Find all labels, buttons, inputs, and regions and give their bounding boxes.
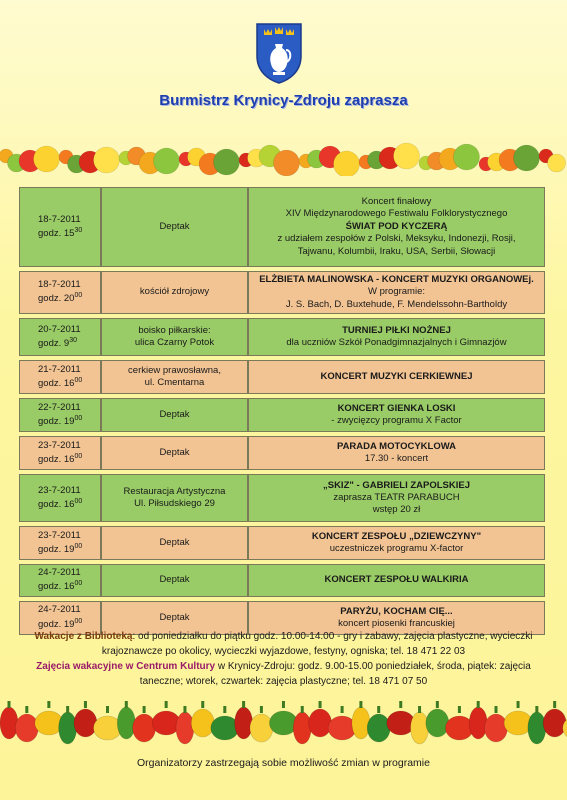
event-time-hour: 16 — [63, 378, 75, 390]
event-description-cell — [248, 318, 545, 356]
event-time-minutes: 00 — [74, 580, 83, 588]
event-place-line: Deptak — [159, 408, 190, 420]
event-place-line: Deptak — [159, 446, 190, 458]
event-date: 24-7-2011 — [38, 567, 81, 579]
event-place-line: boisko piłkarskie: — [138, 324, 211, 336]
event-description-cell — [248, 436, 545, 470]
event-time-label: godz. — [38, 378, 62, 390]
event-date: 23-7-2011 — [38, 529, 81, 541]
event-time-label: godz. — [38, 416, 62, 428]
event-description-cell — [248, 187, 545, 267]
event-description-line: Koncert finałowy — [361, 196, 432, 208]
event-date: 23-7-2011 — [38, 484, 81, 496]
event-time — [38, 336, 96, 351]
event-place-line: Restauracja Artystyczna — [123, 485, 226, 497]
event-place-cell — [101, 474, 248, 522]
event-date: 22-7-2011 — [38, 401, 81, 413]
event-time-hour: 20 — [63, 293, 75, 305]
event-time-label: godz. — [38, 544, 62, 556]
culture-label: Zajęcia wakacyjne w Centrum Kultury — [36, 661, 216, 672]
event-place-line: Deptak — [159, 574, 190, 586]
event-time-minutes: 30 — [74, 226, 83, 234]
event-place-line: Deptak — [159, 611, 190, 623]
event-row — [19, 474, 545, 522]
event-place-line: Ul. Piłsudskiego 29 — [134, 498, 215, 510]
event-date-cell — [19, 187, 101, 267]
event-row — [19, 187, 545, 267]
event-description-cell — [248, 474, 545, 522]
event-description-line: „SKIZ" - GABRIELI ZAPOLSKIEJ — [322, 479, 470, 491]
event-time-label: godz. — [38, 228, 62, 240]
event-row — [19, 318, 545, 356]
event-time — [38, 497, 96, 512]
event-time — [38, 414, 96, 429]
event-description-line: 17.30 - koncert — [364, 453, 429, 465]
event-place-cell — [101, 564, 248, 597]
event-date-cell — [19, 360, 101, 394]
event-date-cell — [19, 564, 101, 597]
event-row — [19, 526, 545, 560]
event-description-line: ŚWIAT POD KYCZERĄ — [345, 220, 448, 232]
event-description-line: J. S. Bach, D. Buxtehude, F. Mendelssohn-Bartholdy — [285, 298, 508, 310]
summer-activities-info — [16, 629, 551, 689]
event-description-line: z udziałem zespołów z Polski, Meksyku, Indonezji, Rosji, — [277, 233, 516, 245]
event-date-cell — [19, 526, 101, 560]
event-time-label: godz. — [38, 618, 62, 630]
event-place-cell — [101, 436, 248, 470]
event-time-label: godz. — [38, 499, 62, 511]
event-time-hour: 19 — [63, 544, 75, 556]
page-title: Burmistrz Krynicy-Zdroju zaprasza — [159, 92, 408, 109]
event-time-hour: 19 — [63, 416, 75, 428]
event-row — [19, 271, 545, 314]
event-time-minutes: 00 — [74, 542, 83, 550]
event-row — [19, 360, 545, 394]
event-place-cell — [101, 187, 248, 267]
event-description-line: ELŻBIETA MALINOWSKA - KONCERT MUZYKI ORGANOWEj. — [259, 274, 534, 285]
coat-of-arms-icon — [255, 22, 303, 84]
event-time-minutes: 00 — [74, 497, 83, 505]
event-time-minutes: 00 — [74, 376, 83, 384]
event-time-hour: 9 — [63, 338, 70, 350]
event-date: 18-7-2011 — [38, 279, 81, 291]
event-description-line: KONCERT ZESPOŁU „DZIEWCZYNY" — [311, 530, 482, 542]
event-description-line: koncert piosenki francuskiej — [338, 617, 455, 629]
event-description-cell — [248, 271, 545, 314]
event-place-cell — [101, 398, 248, 432]
culture-text: w Krynicy-Zdroju: godz. 9.00-15.00 poniedziałek, środa, piątek: zajęcia taneczne; wtorek, czwartek: zajęcia plastyczne; tel. 18 471 07 50 — [139, 661, 531, 687]
event-description-cell — [248, 564, 545, 597]
event-row — [19, 436, 545, 470]
event-date-cell — [19, 398, 101, 432]
event-description-cell — [248, 526, 545, 560]
event-date-cell — [19, 318, 101, 356]
event-time-hour: 16 — [63, 581, 75, 593]
event-row — [19, 564, 545, 597]
event-date: 20-7-2011 — [38, 323, 81, 335]
event-date-cell — [19, 436, 101, 470]
event-place-line: kościół zdrojowy — [139, 286, 210, 298]
events-table — [19, 183, 545, 639]
event-description-line: KONCERT MUZYKI CERKIEWNEJ — [320, 370, 473, 382]
event-place-line: cerkiew prawosławna, — [128, 364, 221, 376]
event-description-line: PARADA MOTOCYKLOWA — [336, 440, 457, 452]
library-label: Wakacje z Biblioteką — [34, 631, 133, 642]
event-description-cell — [248, 398, 545, 432]
event-time-minutes: 00 — [74, 452, 83, 460]
event-place-line: ulica Czarny Potok — [134, 337, 215, 349]
event-place-cell — [101, 526, 248, 560]
event-description-cell — [248, 360, 545, 394]
event-place-line: Deptak — [159, 536, 190, 548]
library-text: : od poniedziałku do piątku godz. 10.00-14.00 - gry i zabawy, zajęcia plastyczne, wycieczki krajoznawcze po okolicy, wycieczki wyjazdowe, festyny, ogniska; tel. 18 471 22 03 — [101, 631, 533, 657]
event-time-minutes: 30 — [69, 336, 77, 344]
event-time — [38, 376, 96, 391]
event-time-label: godz. — [38, 454, 62, 466]
event-date: 18-7-2011 — [38, 213, 81, 225]
event-time — [38, 226, 96, 241]
event-place-cell — [101, 360, 248, 394]
event-time-hour: 16 — [63, 454, 75, 466]
event-row — [19, 398, 545, 432]
event-time-minutes: 00 — [74, 617, 83, 625]
event-time-label: godz. — [38, 338, 62, 350]
event-description-line: Tajwanu, Kolumbii, Iraku, USA, Serbii, Słowacji — [297, 245, 496, 257]
event-description-line: - zwycięzcy programu X Factor — [331, 415, 462, 427]
event-description-line: uczestniczek programu X-factor — [329, 543, 464, 555]
event-date: 21-7-2011 — [38, 363, 81, 375]
event-date: 23-7-2011 — [38, 439, 81, 451]
disclaimer: Organizatorzy zastrzegają sobie możliwość zmian w programie — [137, 757, 430, 769]
event-description-line: KONCERT GIENKA LOSKI — [337, 402, 456, 414]
fruit-band-image — [0, 138, 567, 176]
event-date-cell — [19, 271, 101, 314]
event-description-line: PARYŻU, KOCHAM CIĘ... — [340, 605, 453, 617]
event-time-hour: 15 — [63, 228, 75, 240]
event-place-cell — [101, 318, 248, 356]
event-description-line: dla uczniów Szkół Ponadgimnazjalnych i Gimnazjów — [286, 337, 507, 349]
event-description-line: KONCERT ZESPOŁU WALKIRIA — [324, 574, 469, 586]
event-date: 24-7-2011 — [38, 604, 81, 616]
event-date-cell — [19, 474, 101, 522]
event-time-label: godz. — [38, 293, 62, 305]
event-place-line: Deptak — [159, 220, 190, 232]
event-time-minutes: 00 — [74, 292, 83, 300]
event-time-hour: 19 — [63, 618, 75, 630]
event-description-line: W programie: — [367, 286, 425, 298]
event-description-line: zaprasza TEATR PARABUCH — [333, 491, 460, 503]
event-description-line: wstęp 20 zł — [372, 504, 421, 516]
event-time — [38, 542, 96, 557]
event-place-line: ul. Cmentarna — [144, 377, 205, 389]
event-description-line: TURNIEJ PIŁKI NOŻNEJ — [342, 324, 451, 336]
vegetable-band-image — [0, 700, 567, 750]
event-time-label: godz. — [38, 581, 62, 593]
event-time-hour: 16 — [63, 499, 75, 511]
event-time — [38, 452, 96, 467]
event-description-line: XIV Międzynarodowego Festiwalu Folklorystycznego — [285, 208, 508, 220]
event-time-minutes: 00 — [74, 414, 83, 422]
event-time — [38, 291, 96, 306]
event-time — [38, 579, 96, 594]
event-place-cell — [101, 271, 248, 314]
